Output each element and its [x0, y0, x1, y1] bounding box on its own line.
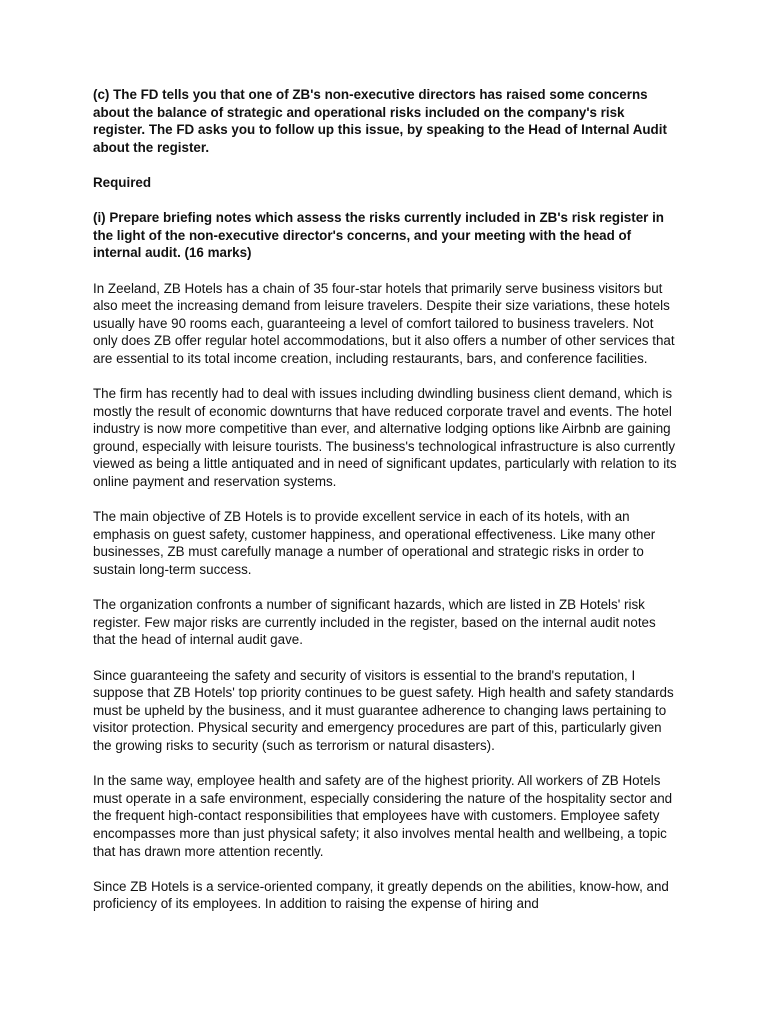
required-heading: Required [93, 174, 152, 190]
body-paragraph-3: The main objective of ZB Hotels is to provide excellent service in each of its hotels, with an emphasis on guest safety, customer happiness, and operational effectiveness. Like many other businesses, ZB must carefully manage a number of operational and strategic risks in order to sustain long-term success. [93, 509, 656, 578]
body-paragraph-6: In the same way, employee health and safety are of the highest priority. All workers of ZB Hotels must operate in a safe environment, especially considering the nature of the hospitality sector and the frequent high-contact responsibilities that employees have with customers. Employee safety encompasses more than just physical safety; it also involves mental health and wellbeing, a topic that has drawn more attention recently. [93, 773, 673, 859]
question-i-text: (i) Prepare briefing notes which assess the risks currently included in ZB's risk register in the light of the non-executive director's concerns, and your meeting with the head of internal audit. (16 marks) [93, 210, 664, 261]
document-page [93, 86, 679, 931]
question-c-text: (c) The FD tells you that one of ZB's non-executive directors has raised some concerns about the balance of strategic and operational risks included on the company's risk register. The FD asks you to follow up this issue, by speaking to the Head of Internal Audit about the register. [93, 87, 667, 155]
body-paragraph-4: The organization confronts a number of significant hazards, which are listed in ZB Hotels' risk register. Few major risks are currently included in the register, based on the internal audit notes that the head of internal audit gave. [93, 597, 656, 648]
body-paragraph-2: The firm has recently had to deal with issues including dwindling business client demand, which is mostly the result of economic downturns that have reduced corporate travel and events. The hotel industry is now more competitive than ever, and alternative lodging options like Airbnb are gaining ground, especially with leisure tourists. The business's technological infrastructure is also currently viewed as being a little antiquated and in need of significant updates, particularly with relation to its online payment and reservation systems. [93, 386, 677, 490]
body-paragraph-5: Since guaranteeing the safety and security of visitors is essential to the brand's reputation, I suppose that ZB Hotels' top priority continues to be guest safety. High health and safety standards must be upheld by the business, and it must guarantee adherence to changing laws pertaining to visitor protection. Physical security and emergency procedures are part of this, particularly given the growing risks to security (such as terrorism or natural disasters). [93, 667, 674, 753]
body-paragraph-1: In Zeeland, ZB Hotels has a chain of 35 four-star hotels that primarily serve business visitors but also meet the increasing demand from leisure travelers. Despite their size variations, these hotels usually have 90 rooms each, guaranteeing a level of comfort tailored to business travelers. Not only does ZB offer regular hotel accommodations, but it also offers a number of other services that are essential to its total income creation, including restaurants, bars, and conference facilities. [93, 280, 675, 366]
body-paragraph-7: Since ZB Hotels is a service-oriented company, it greatly depends on the abilities, know-how, and proficiency of its employees. In addition to raising the expense of hiring and [93, 878, 669, 912]
